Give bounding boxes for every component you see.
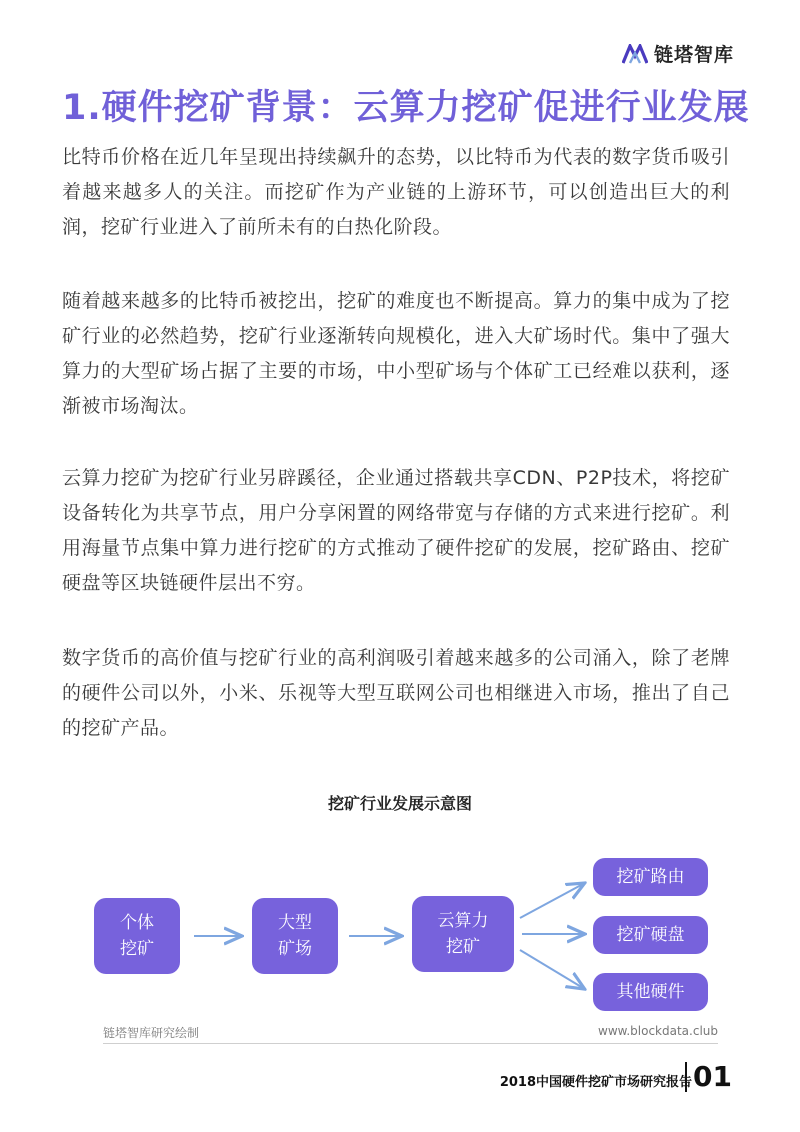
node-mining-router: 挖矿路由 bbox=[593, 858, 708, 896]
diagram-title: 挖矿行业发展示意图 bbox=[327, 794, 472, 813]
page-title: 1.硬件挖矿背景：云算力挖矿促进行业发展 bbox=[62, 88, 750, 128]
source-divider bbox=[103, 1043, 718, 1044]
paragraph-3: 云算力挖矿为挖矿行业另辟蹊径，企业通过搭载共享CDN、P2P技术，将挖矿设备转化为共享节点，用户分享闲置的网络带宽与存储的方式来进行挖矿。利用海量节点集中算力进行挖矿的方式推动了硬件挖矿的发展，挖矿路由、挖矿硬盘等区块链硬件层出不穷。 bbox=[62, 467, 730, 594]
node-other-hardware: 其他硬件 bbox=[593, 973, 708, 1011]
diagram-source-url: www.blockdata.club bbox=[598, 1024, 718, 1038]
node-individual-mining: 个体 挖矿 bbox=[94, 898, 180, 974]
paragraph-2: 随着越来越多的比特币被挖出，挖矿的难度也不断提高。算力的集中成为了挖矿行业的必然趋势，挖矿行业逐渐转向规模化，进入大矿场时代。集中了强大算力的大型矿场占据了主要的市场，中小型矿场与个体矿工已经难以获利，逐渐被市场淘汰。 bbox=[62, 290, 730, 417]
logo-text: 链塔智库 bbox=[653, 44, 734, 66]
node-mining-disk: 挖矿硬盘 bbox=[593, 916, 708, 954]
diagram-source: 链塔智库研究绘制 bbox=[103, 1026, 200, 1040]
page-number: 01 bbox=[685, 1062, 732, 1092]
footer-report-title: 2018中国硬件挖矿市场研究报告 bbox=[499, 1075, 692, 1090]
paragraph-4: 数字货币的高价值与挖矿行业的高利润吸引着越来越多的公司涌入，除了老牌的硬件公司以外，小米、乐视等大型互联网公司也相继进入市场，推出了自己的挖矿产品。 bbox=[62, 647, 730, 739]
node-cloud-mining: 云算力 挖矿 bbox=[412, 896, 514, 972]
arrow-3-4 bbox=[520, 884, 583, 918]
arrow-3-6 bbox=[520, 950, 583, 988]
paragraph-1: 比特币价格在近几年呈现出持续飙升的态势，以比特币为代表的数字货币吸引着越来越多人的关注。而挖矿作为产业链的上游环节，可以创造出巨大的利润，挖矿行业进入了前所未有的白热化阶段。 bbox=[62, 146, 730, 238]
node-large-mine: 大型 矿场 bbox=[252, 898, 338, 974]
